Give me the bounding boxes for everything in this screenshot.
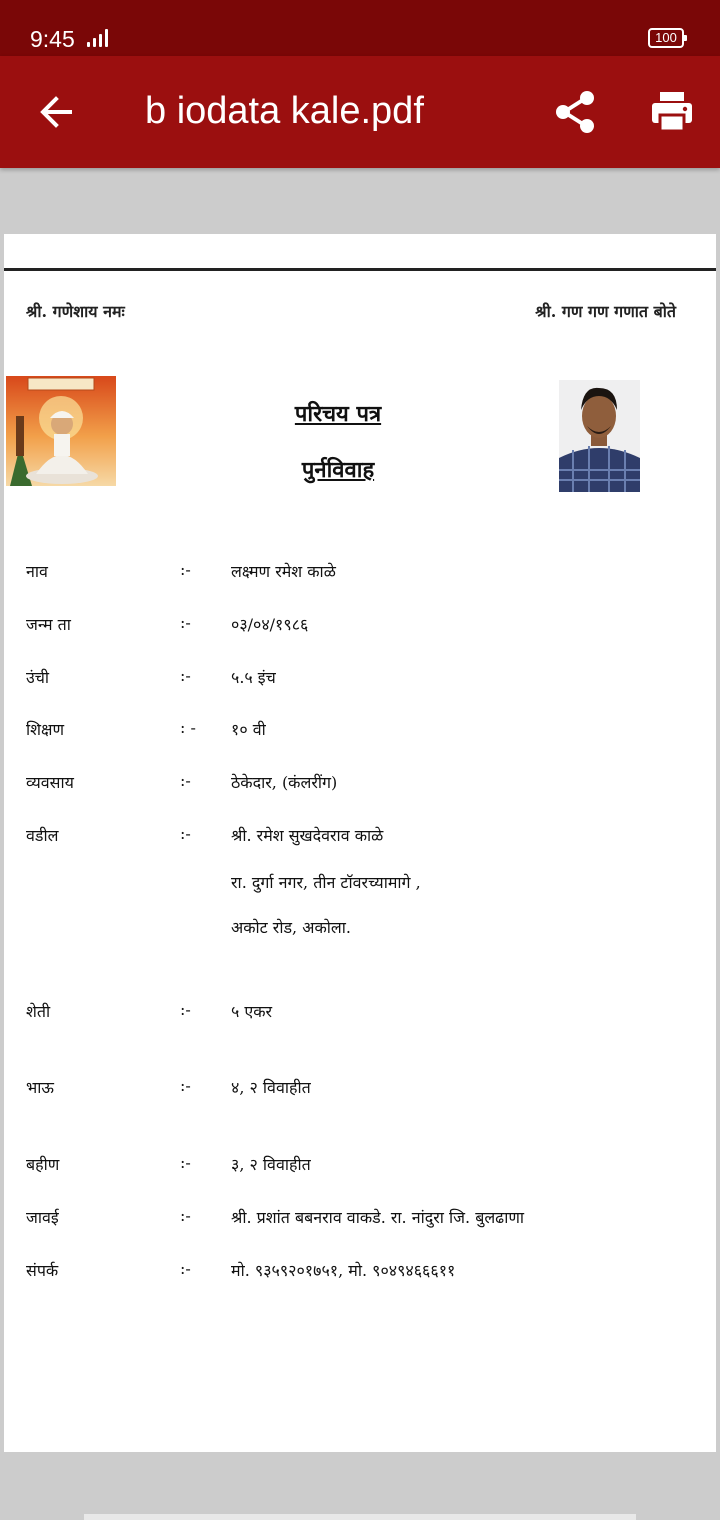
document-heading: परिचय पत्र	[294, 401, 382, 427]
greeting-right: श्री. गण गण गणात बोते	[535, 302, 676, 321]
field-value: ४, २ विवाहीत	[231, 1078, 311, 1097]
field-row-birthdate	[4, 613, 716, 643]
document-subheading: पुर्नविवाह	[301, 457, 375, 483]
field-separator: :-	[180, 824, 191, 843]
status-time: 9:45	[30, 26, 75, 52]
field-label: बहीण	[26, 1155, 60, 1174]
status-bar	[0, 0, 720, 56]
field-label: शिक्षण	[26, 720, 65, 739]
greeting-left: श्री. गणेशाय नमः	[26, 302, 125, 321]
share-icon	[552, 88, 600, 136]
field-row-farm	[4, 1000, 716, 1030]
field-value: लक्ष्मण रमेश काळे	[231, 562, 336, 581]
field-row-brothers	[4, 1076, 716, 1106]
field-value: मो. ९३५९२०१७५१, मो. ९०४९४६६६११	[231, 1261, 456, 1280]
field-row-height	[4, 666, 716, 696]
field-label: उंची	[26, 668, 50, 687]
field-value: श्री. प्रशांत बबनराव वाकडे. रा. नांदुरा जि. बुलढाणा	[231, 1208, 525, 1227]
field-label: वडील	[26, 826, 59, 845]
print-button[interactable]	[648, 88, 696, 136]
battery-icon: 100	[648, 28, 684, 48]
field-value: ०३/०४/१९८६	[231, 615, 309, 634]
field-label: जावई	[26, 1208, 59, 1227]
field-value: ठेकेदार, (कंलरींग)	[231, 773, 338, 792]
pdf-page[interactable]	[4, 234, 716, 1452]
profile-photo	[559, 380, 640, 492]
back-button[interactable]	[30, 86, 82, 138]
field-label: भाऊ	[26, 1078, 54, 1097]
field-row-sisters	[4, 1153, 716, 1183]
field-label: नाव	[26, 562, 48, 581]
field-value: ५ एकर	[231, 1002, 273, 1021]
field-row-name	[4, 560, 716, 590]
field-separator: :-	[180, 666, 191, 685]
field-value: १० वी	[231, 720, 266, 739]
field-label: संपर्क	[26, 1261, 59, 1280]
field-separator: :-	[180, 1076, 191, 1095]
field-row-brother-in-law	[4, 1206, 716, 1236]
field-separator: :-	[180, 613, 191, 632]
field-separator: :-	[180, 771, 191, 790]
app-bar	[0, 56, 720, 168]
field-value: रा. दुर्गा नगर, तीन टॉवरच्यामागे ,	[231, 873, 421, 892]
field-value: अकोट रोड, अकोला.	[231, 918, 351, 937]
field-value: ३, २ विवाहीत	[231, 1155, 311, 1174]
field-row-education	[4, 718, 716, 748]
field-separator: :-	[180, 1259, 191, 1278]
field-label: जन्म ता	[26, 615, 71, 634]
next-page-edge	[84, 1514, 636, 1520]
field-separator: :-	[180, 1206, 191, 1225]
field-label: शेती	[26, 1002, 51, 1021]
back-arrow-icon	[30, 86, 82, 138]
field-row-father	[4, 824, 716, 854]
page-top-rule	[4, 268, 716, 271]
field-label: व्यवसाय	[26, 773, 74, 792]
share-button[interactable]	[552, 88, 600, 136]
field-separator: :-	[180, 560, 191, 579]
field-value: ५.५ इंच	[231, 668, 276, 687]
field-separator: :-	[180, 1000, 191, 1019]
field-row-occupation	[4, 771, 716, 801]
document-title: b iodata kale.pdf	[145, 90, 424, 132]
field-value: श्री. रमेश सुखदेवराव काळे	[231, 826, 384, 845]
field-row-address-2	[4, 916, 716, 946]
signal-icon	[87, 29, 109, 47]
print-icon	[648, 88, 696, 136]
field-row-address-1	[4, 871, 716, 901]
field-separator: : -	[180, 718, 196, 737]
deity-image	[6, 376, 116, 486]
field-row-contact	[4, 1259, 716, 1289]
field-separator: :-	[180, 1153, 191, 1172]
